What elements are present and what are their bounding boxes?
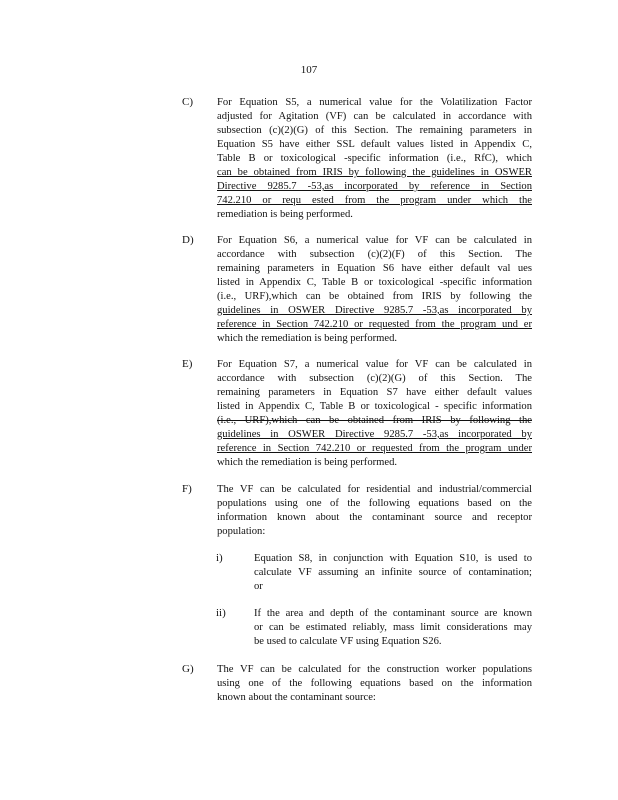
subitem-label: ii): [216, 607, 226, 619]
text-line: calculate VF assuming an infinite source of contamination;: [254, 567, 532, 578]
subitem-label: i): [216, 552, 223, 564]
text-line: reference in Section 742.210 or requested from the program und er: [217, 319, 532, 330]
text-line: which the remediation is being performed.: [217, 333, 398, 344]
text-line: known about the contaminant source:: [217, 692, 376, 703]
text-line: guidelines in OSWER Directive 9285.7 -53,as incorporated by: [217, 429, 532, 440]
text-line: or: [254, 581, 263, 592]
text-line: accordance with subsection (c)(2)(G) of this Section. The: [217, 373, 532, 384]
text-line: reference in Section 742.210 or requested from the program under: [217, 443, 532, 454]
text-line: subsection (c)(2)(G) of this Section. The remaining parameters in: [217, 125, 532, 136]
text-line: (i.e., URF),which can be obtained from IRIS by following the: [217, 291, 532, 302]
text-line: (i.e., URF),which can be obtained from IRIS by following the: [217, 415, 532, 426]
text-line: adjusted for Agitation (VF) can be calculated in accordance with: [217, 111, 532, 122]
item-label: D): [182, 234, 194, 246]
text-line: Equation S8, in conjunction with Equation S10, is used to: [254, 553, 532, 564]
text-line: accordance with subsection (c)(2)(F) of this Section. The: [217, 249, 532, 260]
text-line: populations using one of the following equations based on the: [217, 498, 532, 509]
text-line: using one of the following equations based on the information: [217, 678, 532, 689]
text-line: which the remediation is being performed.: [217, 457, 398, 468]
text-line: listed in Appendix C, Table B or toxicological -specific information: [217, 277, 532, 288]
text-line: can be obtained from IRIS by following the guidelines in OSWER: [217, 167, 532, 178]
text-line: Equation S5 have either SSL default values listed in Appendix C,: [217, 139, 532, 150]
text-line: For Equation S6, a numerical value for VF can be calculated in: [217, 235, 532, 246]
text-line: information known about the contaminant source and receptor: [217, 512, 532, 523]
text-line: or can be estimated reliably, mass limit considerations may: [254, 622, 532, 633]
item-label: G): [182, 663, 194, 675]
text-line: If the area and depth of the contaminant source are known: [254, 608, 532, 619]
text-line: For Equation S5, a numerical value for the Volatilization Factor: [217, 97, 532, 108]
item-label: C): [182, 96, 193, 108]
item-label: E): [182, 358, 193, 370]
text-line: remediation is being performed.: [217, 209, 353, 220]
text-line: listed in Appendix C, Table B or toxicological - specific information: [217, 401, 532, 412]
text-line: For Equation S7, a numerical value for VF can be calculated in: [217, 359, 532, 370]
text-line: Table B or toxicological -specific information (i.e., RfC), which: [217, 153, 532, 164]
page-number: 107: [300, 64, 318, 76]
text-line: The VF can be calculated for residential and industrial/commercial: [217, 484, 532, 495]
text-line: population:: [217, 526, 266, 537]
item-label: F): [182, 483, 192, 495]
text-line: guidelines in OSWER Directive 9285.7 -53,as incorporated by: [217, 305, 532, 316]
text-line: Directive 9285.7 -53,as incorporated by reference in Section: [217, 181, 532, 192]
text-line: The VF can be calculated for the construction worker populations: [217, 664, 532, 675]
text-line: remaining parameters in Equation S6 have either default val ues: [217, 263, 532, 274]
text-line: remaining parameters in Equation S7 have either default values: [217, 387, 532, 398]
text-line: 742.210 or requ ested from the program under which the: [217, 195, 532, 206]
text-line: be used to calculate VF using Equation S26.: [254, 636, 442, 647]
